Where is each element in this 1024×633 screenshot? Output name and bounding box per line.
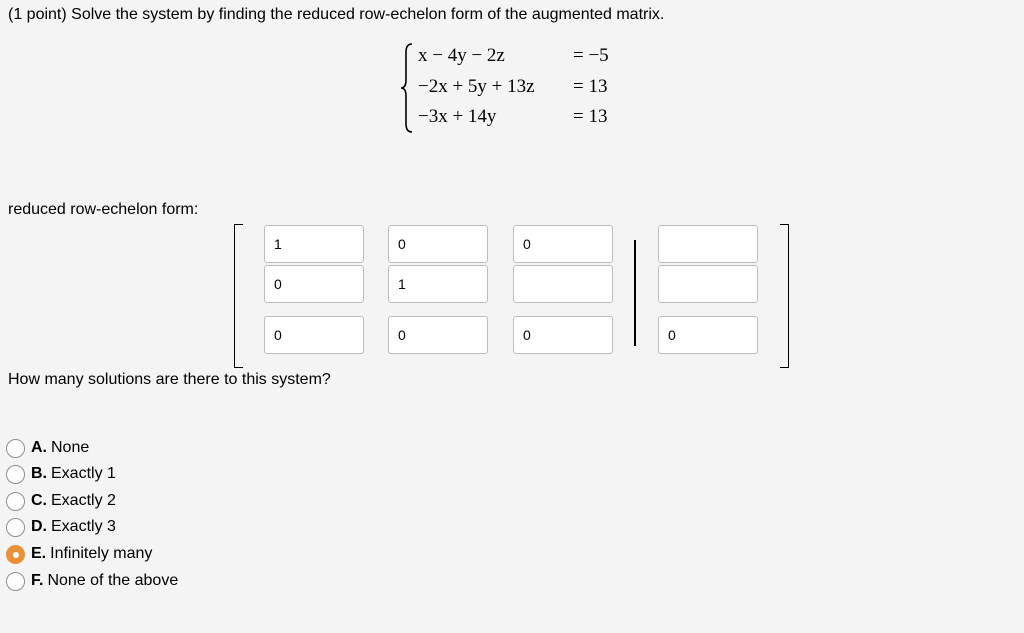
- problem-statement: (1 point) Solve the system by finding the reduced row-echelon form of the augmented matrix.: [8, 6, 665, 23]
- choice-c-letter: C.: [31, 492, 47, 509]
- choice-e-text: Infinitely many: [50, 545, 153, 562]
- choice-e[interactable]: [6, 542, 152, 566]
- choice-a[interactable]: [6, 436, 89, 460]
- matrix-cell-r1-c4[interactable]: [658, 225, 758, 263]
- matrix-cell-r2-c3[interactable]: [513, 265, 613, 303]
- choice-e-letter: E.: [31, 545, 47, 562]
- matrix-right-bracket: [780, 224, 789, 368]
- matrix-cell-r1-c3[interactable]: [513, 225, 613, 263]
- equation-1-rhs: = −5: [573, 45, 609, 66]
- equation-2-lhs: −2x + 5y + 13z: [418, 76, 535, 97]
- matrix-left-bracket: [234, 224, 243, 368]
- matrix-cell-r2-c1[interactable]: [264, 265, 364, 303]
- matrix-cell-r1-c1[interactable]: [264, 225, 364, 263]
- solutions-question: How many solutions are there to this system?: [8, 371, 331, 388]
- matrix-cell-r1-c2[interactable]: [388, 225, 488, 263]
- choice-d[interactable]: [6, 515, 116, 539]
- choice-a-letter: A.: [31, 439, 47, 456]
- equation-1-lhs: x − 4y − 2z: [418, 45, 505, 66]
- rref-label: reduced row-echelon form:: [8, 201, 199, 218]
- choice-c[interactable]: [6, 489, 116, 513]
- radio-a[interactable]: [6, 439, 25, 458]
- radio-c[interactable]: [6, 492, 25, 511]
- equation-2-rhs: = 13: [573, 76, 608, 97]
- left-brace: [400, 42, 414, 134]
- choice-d-text: Exactly 3: [51, 518, 116, 535]
- choice-f-text: None of the above: [47, 572, 179, 589]
- matrix-cell-r3-c2[interactable]: [388, 316, 488, 354]
- matrix-cell-r3-c1[interactable]: [264, 316, 364, 354]
- matrix-cell-r2-c4[interactable]: [658, 265, 758, 303]
- matrix-cell-r2-c2[interactable]: [388, 265, 488, 303]
- choice-c-text: Exactly 2: [51, 492, 116, 509]
- choice-b-letter: B.: [31, 465, 47, 482]
- equation-3-rhs: = 13: [573, 106, 608, 127]
- augmented-divider: [634, 240, 636, 346]
- radio-d[interactable]: [6, 518, 25, 537]
- equation-3-lhs: −3x + 14y: [418, 106, 497, 127]
- radio-e-selected[interactable]: [6, 545, 25, 564]
- choice-a-text: None: [51, 439, 90, 456]
- choice-f-letter: F.: [31, 572, 44, 589]
- matrix-cell-r3-c3[interactable]: [513, 316, 613, 354]
- choice-b[interactable]: [6, 462, 116, 486]
- radio-f[interactable]: [6, 572, 25, 591]
- choice-d-letter: D.: [31, 518, 47, 535]
- matrix-cell-r3-c4[interactable]: [658, 316, 758, 354]
- radio-b[interactable]: [6, 465, 25, 484]
- choice-b-text: Exactly 1: [51, 465, 116, 482]
- linear-system: [400, 42, 640, 134]
- choice-f[interactable]: [6, 569, 178, 593]
